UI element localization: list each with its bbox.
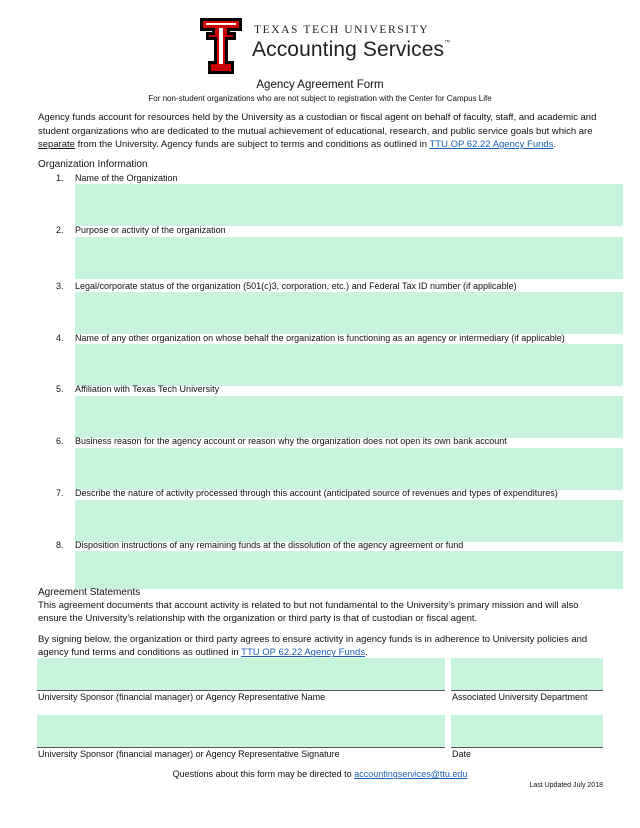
double-t-logo-icon xyxy=(199,16,243,76)
form-subtitle: For non-student organizations who are not subject to registration with the Center for Campus Life xyxy=(148,94,492,103)
op-62-22-link[interactable]: TTU OP 62.22 Agency Funds xyxy=(429,139,554,151)
representative-name-label: University Sponsor (financial manager) or Agency Representative Name xyxy=(38,692,326,702)
name-signature-line xyxy=(37,690,445,691)
date-label: Date xyxy=(452,749,472,759)
question-6-label: 6. Business reason for the agency account or reason why the organization does not open its own bank account xyxy=(56,436,507,446)
representative-signature-field[interactable] xyxy=(37,715,445,747)
form-title: Agency Agreement Form xyxy=(256,79,384,91)
legal-status-field[interactable] xyxy=(75,292,623,334)
agreement-statement-2: By signing below, the organization or third party agrees to ensure activity in agency funds is in adherence to University policies and agency fund terms and conditions as outlined in TTU OP 62.22 Agency Funds. xyxy=(38,634,588,659)
agreement-heading: Agreement Statements xyxy=(38,587,141,598)
department-name: Accounting Services™ xyxy=(252,38,451,61)
university-name: TEXAS TECH UNIVERSITY xyxy=(254,24,430,36)
signature-line xyxy=(37,747,445,748)
question-8-label: 8. Disposition instructions of any remaining funds at the dissolution of the agency agreement or fund xyxy=(56,540,464,550)
representative-name-field[interactable] xyxy=(37,658,445,690)
question-5-label: 5. Affiliation with Texas Tech University xyxy=(56,384,220,394)
question-2-label: 2. Purpose or activity of the organization xyxy=(56,225,226,235)
purpose-field[interactable] xyxy=(75,237,623,279)
email-link[interactable]: accountingservices@ttu.edu xyxy=(354,769,468,779)
department-label: Associated University Department xyxy=(452,692,588,702)
question-1-label: 1. Name of the Organization xyxy=(56,173,178,183)
intro-paragraph: Agency funds account for resources held by the University as a custodian or fiscal agent on behalf of faculty, staff, and academic and student organizations who are dedicated to the mutual achievement of educational, research, and public service goals but which are separate from the University. Agency funds are subject to terms and conditions as outlined in TTU OP 62.22 Agency Funds. xyxy=(38,112,597,151)
date-field[interactable] xyxy=(451,715,603,747)
op-62-22-link-2[interactable]: TTU OP 62.22 Agency Funds xyxy=(241,647,366,659)
questions-footer: Questions about this form may be directed to accountingservices@ttu.edu xyxy=(172,769,468,779)
representative-signature-label: University Sponsor (financial manager) or Agency Representative Signature xyxy=(38,749,340,759)
activity-nature-field[interactable] xyxy=(75,500,623,542)
date-line xyxy=(451,747,603,748)
department-signature-line xyxy=(451,690,603,691)
organization-name-field[interactable] xyxy=(75,184,623,226)
other-organization-field[interactable] xyxy=(75,344,623,386)
org-info-heading: Organization Information xyxy=(38,159,148,170)
department-field[interactable] xyxy=(451,658,603,690)
agreement-statement-1: This agreement documents that account activity is related to but not fundamental to the University’s primary mission and will also ensure the University’s relationship with the organization or third party is that of custodian or fiscal agent. xyxy=(38,600,579,625)
last-updated: Last Updated July 2018 xyxy=(529,782,603,789)
question-4-label: 4. Name of any other organization on whose behalf the organization is functioning as an agency or intermediary (if applicable) xyxy=(56,333,565,343)
disposition-field[interactable] xyxy=(75,551,623,589)
question-7-label: 7. Describe the nature of activity processed through this account (anticipated source of revenues and types of expenditures) xyxy=(56,488,558,498)
affiliation-field[interactable] xyxy=(75,396,623,438)
business-reason-field[interactable] xyxy=(75,448,623,490)
question-3-label: 3. Legal/corporate status of the organization (501(c)3, corporation, etc.) and Federal Tax ID number (if applicable) xyxy=(56,281,517,291)
